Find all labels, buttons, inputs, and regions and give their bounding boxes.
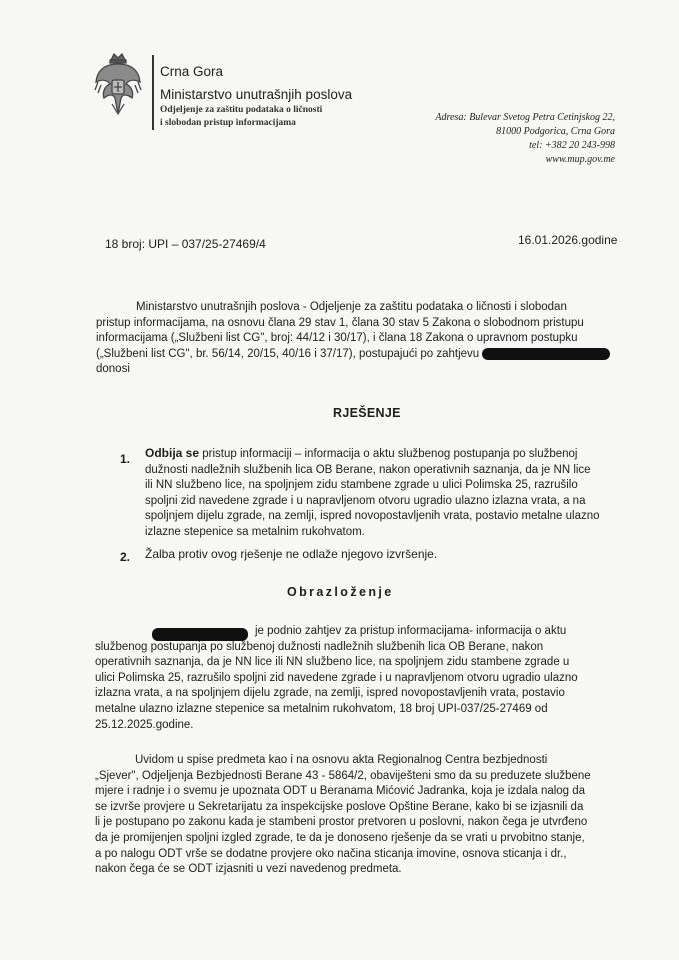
reasoning-line: a po nalogu ODT vrše se dodatne provjere oko načina sticanja imovine, osnova sticanja i dr., [95,847,567,860]
reasoning-line: izlazna vrata, a na spoljnjem dijelu zgrade, na zemlji, ispred novopostavljenih vrata, postavio [95,687,565,700]
coat-of-arms-icon [93,52,143,120]
address-block [315,111,615,167]
item-line: dužnosti nadležnih službenih lica OB Berane, nakon operativnih saznanja, da je NN lice [145,463,591,476]
decision-item-1 [145,446,637,541]
reasoning-line: operativnih saznanja, da je NN lice ili NN službeno lice, na spoljnjem zidu stambene zgrade u [95,656,570,669]
document-date: 16.01.2026.godine [518,233,618,247]
reasoning-line: nakon čega će se ODT izjasniti u vezi navedenog predmeta. [95,863,402,876]
reasoning-paragraph-1 [95,624,641,733]
ministry-name: Ministarstvo unutrašnjih poslova [160,87,353,102]
reasoning-line: „Sjever", Odjeljenja Bezbjednosti Berane 43 - 5864/2, obaviješteni smo da su preduzete službene [95,769,591,782]
reasoning-line: da je promijenjen spoljni izgled zgrade, te da je donoseno rješenje da se vrati u prvobitno stanje, [95,831,585,844]
address-line-2: 81000 Podgorica, Crna Gora [496,126,615,137]
reasoning-line: li je postupano po zakonu kada je stambeni prostor pretvoren u poslovni, nakon čega je utvrđeno [95,816,588,829]
reasoning-line: ulici Polimska 25, razrušilo spoljni zid navedene zgrade i u napravljenom otvoru ugradio ulazno [95,671,578,684]
intro-line: informacijama („Službeni list CG", broj: 44/12 i 30/17), i člana 18 Zakona o upravnom postupku [96,332,578,345]
department-line-2: i slobodan pristup informacijama [160,118,296,128]
item-line: spoljni zid navedene zgrade i u napravljenom otvoru ugradio ulazno izlazna vrata, a na [145,494,586,507]
item-line: spoljnjem dijelu zgrade, na zemlji, ispred novopostavljenih vrata, postavio metalne ulazno [145,510,600,523]
reasoning-paragraph-2 [95,753,641,878]
country-name: Crna Gora [160,64,224,79]
redaction [482,348,610,360]
item-line: ili NN službeno lice, na spoljnjem zidu stambene zgrade u ulici Polimska 25, razrušilo [145,479,578,492]
decision-title: RJEŠENJE [333,406,401,420]
intro-paragraph [96,300,630,378]
intro-line: pristup informacijama, na osnovu člana 29 stav 1, člana 30 stav 5 Zakona o slobodnom pristupu [96,316,584,329]
header-divider [152,55,154,130]
intro-line: („Službeni list CG", br. 56/14, 20/15, 40/16 i 37/17), postupajući po zahtjevu [96,347,630,363]
phone: tel: +382 20 243-998 [529,140,615,151]
department-line-1: Odjeljenje za zaštitu podataka o ličnosti [160,105,323,115]
reasoning-line: mjere i radnje i o svemu je upoznata ODT u Beranama Mićović Jadranka, koja je izdala nalog da [95,785,586,798]
intro-line: donosi [96,363,130,376]
reasoning-title: Obrazloženje [287,585,394,599]
item-number: 2. [120,550,131,564]
reasoning-line: Uvidom u spise predmeta kao i na osnovu akta Regionalnog Centra bezbjednosti [135,754,548,766]
item-line: izlazne stepenice sa metalnim rukohvatom. [145,525,365,538]
reference-number: 18 broj: UPI – 037/25-27469/4 [105,237,266,251]
reasoning-line: službenog postupanja po službenoj dužnosti nadležnih službenih lica OB Berane, nakon [95,640,544,653]
reasoning-line: je podnio zahtjev za pristup informacijama- informacija o aktu [255,625,567,637]
address-line-1: Adresa: Bulevar Svetog Petra Cetinjskog 22, [435,112,615,123]
website: www.mup.gov.me [545,154,615,165]
reasoning-line: metalne ulazno izlazne stepenice sa metalnim rukohvatom, 18 broj UPI-037/25-27469 od [95,702,548,715]
intro-line: Ministarstvo unutrašnjih poslova - Odjeljenje za zaštitu podataka o ličnosti i slobodan [136,301,567,313]
reasoning-line: 25.12.2025.godine. [95,718,194,731]
reasoning-line: se izvrše provjere u Sekretarijatu za inspekcijske poslove Opštine Berane, kako bi se izjasnili da [95,800,584,813]
item-line: Odbija se pristup informaciji – informacija o aktu službenog postupanja po službenoj [145,446,578,460]
decision-item-2: Žalba protiv ovog rješenje ne odlaže njegovo izvršenje. [145,547,438,561]
item-number: 1. [120,452,131,466]
